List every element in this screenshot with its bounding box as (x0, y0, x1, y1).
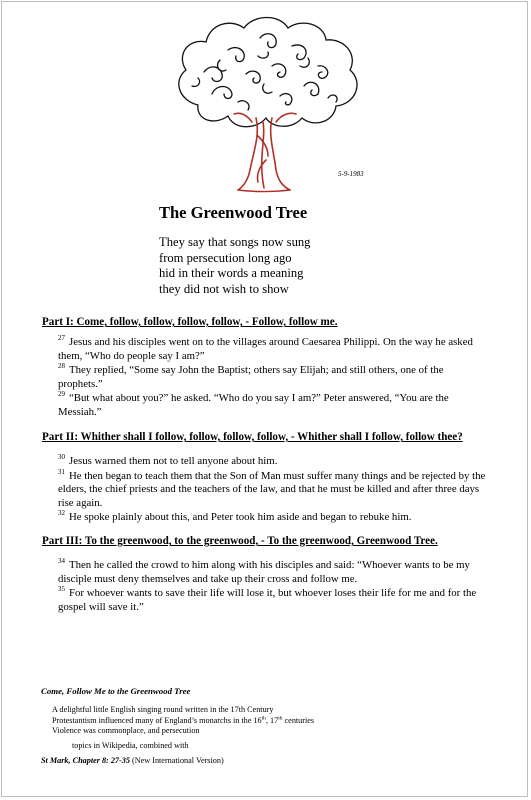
verse-number: 31 (58, 467, 65, 476)
verse-number: 30 (58, 453, 65, 462)
verse-number: 34 (58, 557, 65, 566)
verse (58, 392, 490, 419)
verse-text: Then he called the crowd to him along with his disciples and said: “Whoever wants to be my disciple must deny themselves and take up their cross and follow me. (58, 559, 470, 585)
verse-text: He then began to teach them that the Son of Man must suffer many things and be rejected by the elders, the chief priests and the teachers of the law, and that he must be killed and after three days rise again. (58, 469, 486, 509)
footer-notes (52, 705, 314, 737)
greenwood-tree-illustration (168, 10, 364, 195)
verse (58, 511, 490, 525)
verse-number: 32 (58, 509, 65, 518)
note-line: Violence was commonplace, and persecution (52, 726, 200, 736)
footer-title: Come, Follow Me to the Greenwood Tree (41, 686, 191, 696)
verse-number: 28 (58, 362, 65, 371)
verse (58, 587, 490, 614)
verse-number: 27 (58, 334, 65, 343)
verse-text: Jesus warned them not to tell anyone about him. (69, 455, 278, 467)
verse (58, 559, 490, 586)
signature-date: 5-9-1983 (338, 170, 364, 178)
poem (159, 235, 310, 297)
part-1-heading: Part I: Come, follow, follow, follow, follow, - Follow, follow me. (42, 316, 338, 328)
part-3-verses (58, 559, 490, 615)
part-3-heading: Part III: To the greenwood, to the greenwood, - To the greenwood, Greenwood Tree. (42, 535, 438, 547)
verse (58, 455, 490, 469)
verse-number: 29 (58, 390, 65, 399)
verse-number: 35 (58, 585, 65, 594)
verse-text: Jesus and his disciples went on to the villages around Caesarea Philippi. On the way he asked them, “Who do people say I am?” (58, 336, 473, 362)
verse (58, 467, 490, 511)
source-version: (New International Version) (129, 756, 224, 765)
verse (58, 336, 490, 363)
poem-line: hid in their words a meaning (159, 266, 304, 280)
note-line: Protestantism influenced many of England’s monarchs in the 16th, 17th centuries (52, 714, 315, 725)
poem-line: they did not wish to show (159, 281, 289, 296)
part-2-verses (58, 455, 490, 526)
topics-link-line[interactable]: topics in Wikipedia, combined with (72, 741, 189, 750)
part-1-verses (58, 336, 490, 420)
poem-line: from persecution long ago (159, 250, 292, 265)
part-2-heading: Part II: Whither shall I follow, follow, follow, follow, - Whither shall I follow, follow thee? (42, 431, 463, 443)
poem-line: They say that songs now sung (159, 235, 311, 249)
note-line: A delightful little English singing round written in the 17th Century (52, 705, 274, 714)
verse-text: He spoke plainly about this, and Peter took him aside and began to rebuke him. (69, 511, 412, 523)
verse-text: “But what about you?” he asked. “Who do you say I am?” Peter answered, “You are the Messiah.” (58, 392, 449, 418)
source-chapter: St Mark, Chapter 8: 27-35 (41, 756, 130, 765)
verse-text: For whoever wants to save their life will lose it, but whoever loses their life for me and for the gospel will save it.” (58, 587, 477, 613)
verse (58, 364, 490, 391)
verse-text: They replied, “Some say John the Baptist; others say Elijah; and still others, one of the prophets.” (58, 364, 444, 390)
page-title: The Greenwood Tree (159, 203, 308, 222)
source-reference (41, 756, 224, 765)
